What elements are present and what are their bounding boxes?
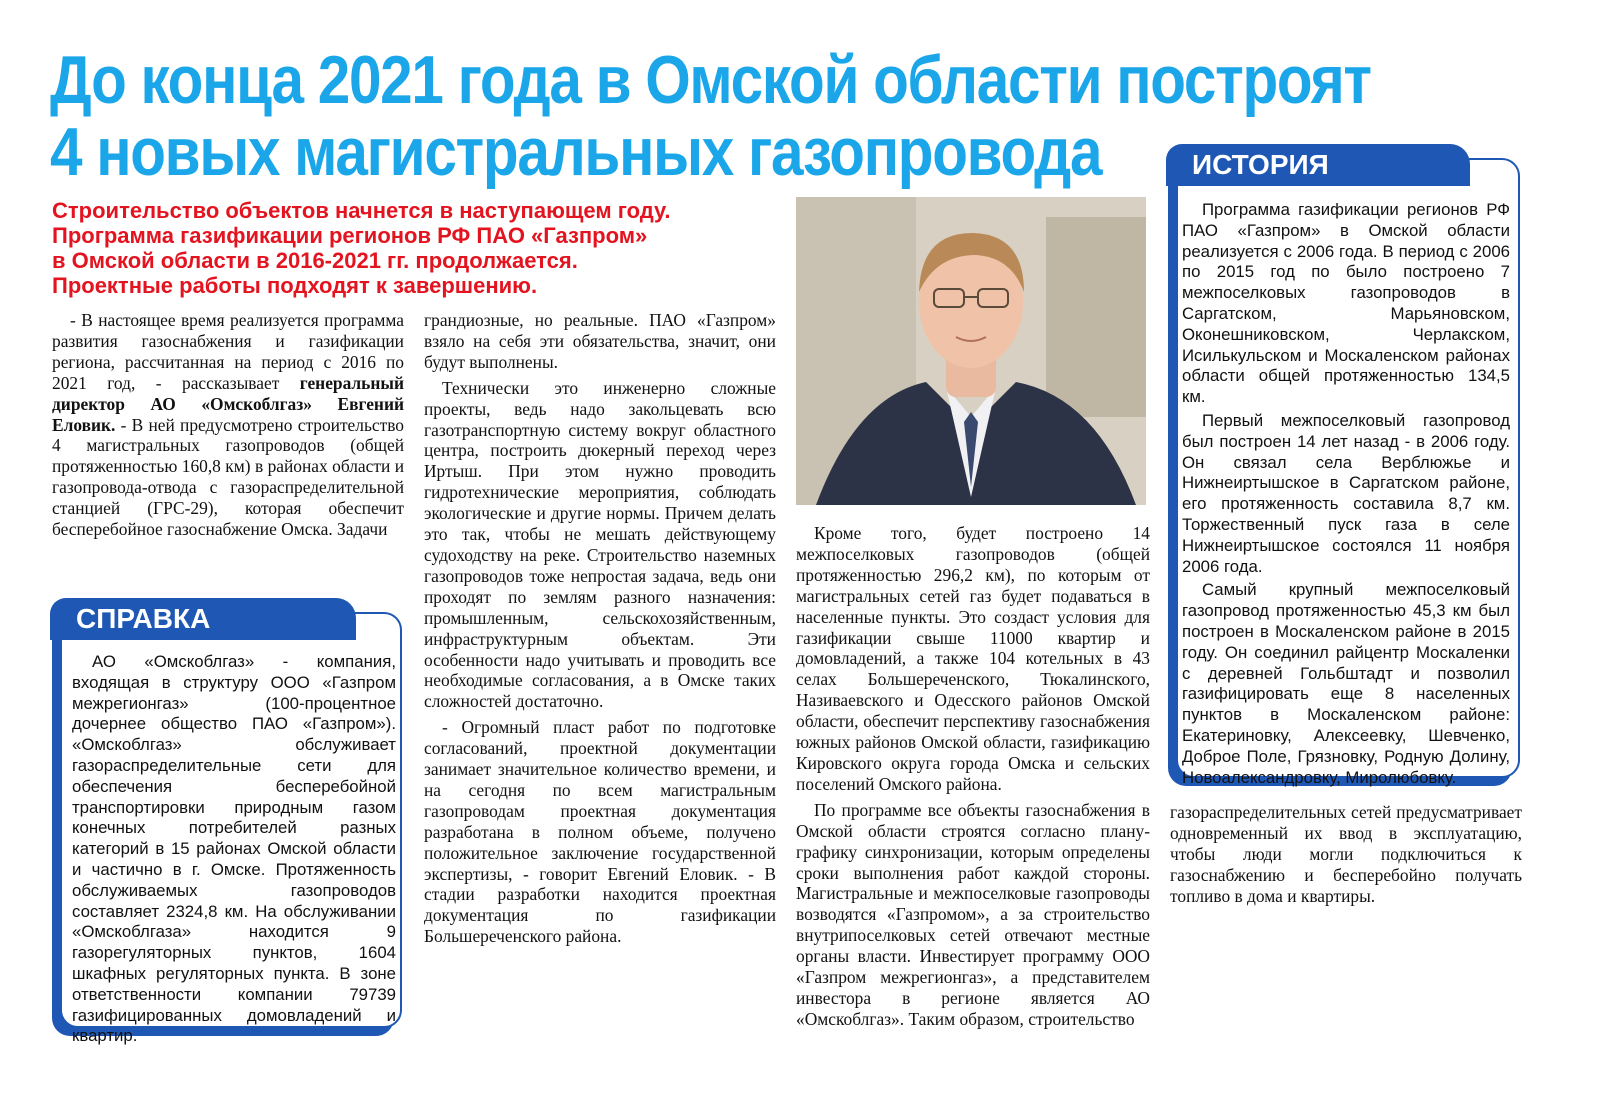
lead-line-3: в Омской области в 2016-2021 гг. продолжается. <box>52 248 578 273</box>
portrait-illustration <box>796 197 1146 505</box>
lead-line-4: Проектные работы подходят к завершению. <box>52 273 538 298</box>
lead-line-2: Программа газификации регионов РФ ПАО «Газпром» <box>52 223 648 248</box>
istoriya-paragraph-3: Самый крупный межпоселковый газопровод протяженностью 45,3 км был построен в Москаленском районе в 2015 году. Он соединил райцентр Москаленки с деревней Гольбштадт и позволил газифицировать еще 8 населенных пунктов в Москаленском районе: Екатериновку, Алексеевку, Шевченко, Доброе Поле, Грязновку, Родную Долину, Новоалександровку, Миролюбовку. <box>1182 580 1510 787</box>
article-column-3 <box>796 523 1150 1035</box>
article-speaker: генеральный директор АО «Омскоблгаз» Евгений Еловик. <box>52 372 404 435</box>
istoriya-text-block <box>1182 200 1510 791</box>
article-text: - В настоящее время реализуется программа развития газоснабжения и газификации региона, рассчитанная на период с 2016 по 2021 год, - рассказывает <box>52 310 404 393</box>
spravka-text-block <box>72 652 396 1050</box>
istoriya-title: ИСТОРИЯ <box>1166 144 1470 186</box>
article-paragraph-1-continued: грандиозные, но реальные. ПАО «Газпром» взяло на себя эти обязательства, значит, они будут выполнены. <box>424 310 776 372</box>
article-text: - В ней предусмотрено строительство 4 магистральных газопроводов (общей протяженностью 160,8 км) в районах области и газопровода-отвода с газораспределительной станцией (ГРС-29), которая обеспечит бесперебойное газоснабжение Омска. Задачи <box>52 414 404 540</box>
portrait-photo <box>796 197 1146 505</box>
article-paragraph-2: Технически это инженерно сложные проекты, ведь надо закольцевать всю газотранспортную систему вокруг областного центра, построить дюкерный переход через Иртыш. При этом нужно проводить гидротехнические мероприятия, соблюдать экологические и другие нормы. Причем делать это так, чтобы не мешать действующему судоходству на реке. Строительство наземных газопроводов тоже непростая задача, ведь они проходят по землям разного назначения: промышленным, сельскохозяйственным, инфраструктурным объектам. Эти особенности надо учитывать и проводить все необходимые согласования, а в Омске таких сложностей достаточно. <box>424 377 776 712</box>
lead-paragraph <box>52 198 812 298</box>
article-paragraph-3: - Огромный пласт работ по подготовке согласований, проектной документации занимает значительное количество времени, и на сегодня по всем магистральным газопроводам проектная документация разработана в полном объеме, получено положительное заключение государственной экспертизы, - говорит Евгений Еловик. - В стадии разработки находится проектная документация по газификации Большереченского района. <box>424 717 776 947</box>
article-paragraph-5: По программе все объекты газоснабжения в Омской области строятся согласно плану-графику синхронизации, которым определены сроки выполнения работ каждой стороны. Магистральные и межпоселковые газопроводы возводятся «Газпромом», а за строительство внутрипоселковых сетей отвечают местные органы власти. Инвестирует программу ООО «Газпром межрегионгаз», а представителем инвестора в регионе является АО «Омскоблгаз». Таким образом, строительство <box>796 799 1150 1029</box>
headline-line-2: 4 новых магистральных газопровода <box>50 114 1102 190</box>
spravka-text: АО «Омскоблгаз» - компания, входящая в структуру ООО «Газпром межрегионгаз» (100-процентное дочернее общество ПАО «Газпром»). «Омскоблгаз» обслуживает газораспределительные сети для обеспечения бесперебойной транспортировки природным газом конечных потребителей разных категорий в 15 районах Омской области и частично в г. Омске. Протяженность обслуживаемых газопроводов составляет 2324,8 км. На обслуживании «Омскоблгаза» находится 9 газорегуляторных пунктов, 1604 шкафных регуляторных пункта. В зоне ответственности компании 79739 газифицированных домовладений и квартир. <box>72 652 396 1046</box>
article-paragraph-5-continued: газораспределительных сетей предусматривает одновременный их ввод в эксплуатацию, чтобы люди могли подключиться к газоснабжению и бесперебойно получать топливо в дома и квартиры. <box>1170 802 1522 906</box>
istoriya-paragraph-1: Программа газификации регионов РФ ПАО «Газпром» в Омской области реализуется с 2006 года. В период с 2006 по 2015 год по было построено 7 межпоселковых газопроводов в Саргатском, Марьяновском, Оконешниковском, Черлакском, Исилькульском и Москаленском районах области общей протяженностью 134,5 км. <box>1182 200 1510 407</box>
headline-line-1: До конца 2021 года в Омской области построят <box>50 42 1371 118</box>
lead-line-1: Строительство объектов начнется в наступающем году. <box>52 198 671 223</box>
article-column-1 <box>52 310 404 545</box>
article-paragraph-4: Кроме того, будет построено 14 межпоселковых газопроводов (общей протяженностью 296,2 км), по которым от магистральных сетей газ будет подаваться в населенные пункты. Это создаст условия для газификации свыше 11000 квартир и домовладений, а также 104 котельных в 43 селах Большереченского, Тюкалинского, Називаевского и Одесского районов Омской области, обеспечит перспективу газоснабжения южных районов Омской области, газификацию Кировского округа города Омска и сельских поселений Омского района. <box>796 523 1150 794</box>
article-paragraph-1 <box>52 310 404 540</box>
article-column-2 <box>424 310 776 952</box>
istoriya-paragraph-2: Первый межпоселковый газопровод был построен 14 лет назад - в 2006 году. Он связал села Верблюжье и Нижнеиртышское в Саргатском районе, его протяженность составила 8,7 км. Торжественный пуск газа в селе Нижнеиртышское состоялся 11 ноября 2006 года. <box>1182 410 1510 576</box>
article-column-4 <box>1170 802 1522 912</box>
spravka-title: СПРАВКА <box>50 598 356 640</box>
